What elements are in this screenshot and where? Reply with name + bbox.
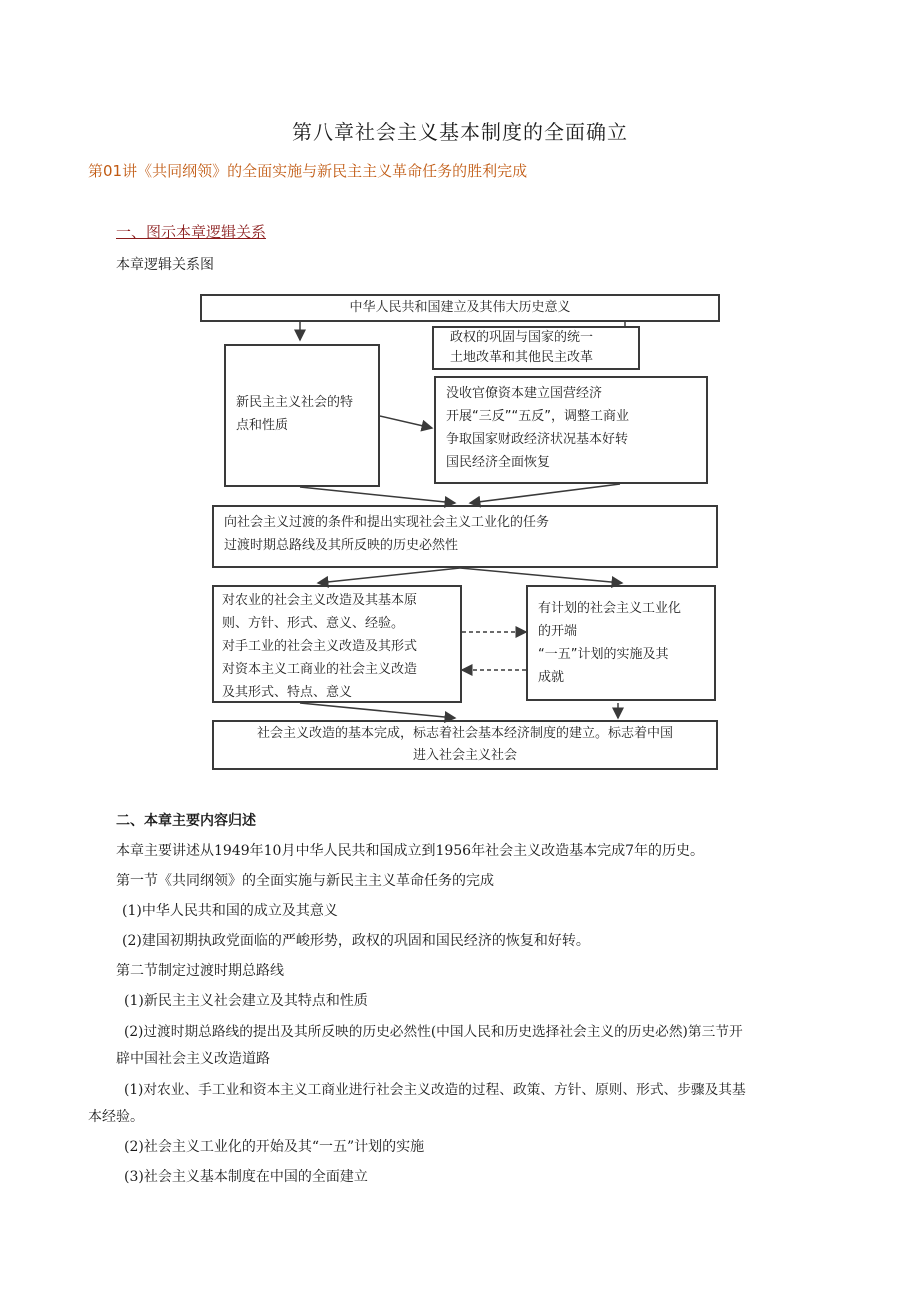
body-line: (2)过渡时期总路线的提出及其所反映的历史必然性(中国人民和历史选择社会主义的历史必然)第三节开 [124, 1024, 743, 1040]
body-line: 辟中国社会主义改造道路 [116, 1051, 270, 1067]
arrow-rightmid-to-transition [470, 484, 620, 503]
body-line: (3)社会主义基本制度在中国的全面建立 [124, 1169, 368, 1185]
body-line: (1)新民主主义社会建立及其特点和性质 [124, 993, 368, 1009]
section-2-heading: 二、本章主要内容归述 [116, 813, 256, 829]
arrow-left-to-transition [300, 487, 455, 503]
lecture-subtitle: 第01讲《共同纲领》的全面实施与新民主主义革命任务的胜利完成 [88, 162, 528, 180]
diagram-box-consolidation: 政权的巩固与国家的统一 土地改革和其他民主改革 [432, 326, 640, 370]
diagram-box-socialist-transformation: 对农业的社会主义改造及其基本原 则、方针、形式、意义、经验。 对手工业的社会主义改造及其形式 对资本主义工商业的社会主义改造 及其形式、特点、意义 [212, 585, 462, 703]
body-line: 第一节《共同纲领》的全面实施与新民主主义革命任务的完成 [116, 873, 494, 889]
body-line: 第二节制定过渡时期总路线 [116, 963, 284, 979]
body-line: (2)建国初期执政党面临的严峻形势，政权的巩固和国民经济的恢复和好转。 [122, 933, 590, 949]
arrow-transition-to-leftbottom [318, 568, 460, 583]
diagram-box-founding: 中华人民共和国建立及其伟大历史意义 [200, 294, 720, 322]
body-line: (2)社会主义工业化的开始及其“一五”计划的实施 [124, 1139, 425, 1155]
diagram-box-industrialization: 有计划的社会主义工业化 的开端 “一五”计划的实施及其 成就 [526, 585, 716, 701]
arrow-transition-to-rightbottom [460, 568, 622, 583]
body-line: 本经验。 [88, 1109, 144, 1125]
diagram-box-socialism-established: 社会主义改造的基本完成，标志着社会基本经济制度的建立。标志着中国 进入社会主义社会 [212, 720, 718, 770]
diagram-box-new-democracy: 新民主主义社会的特 点和性质 [224, 344, 380, 487]
diagram-box-economy-recovery: 没收官僚资本建立国营经济 开展“三反”“五反”，调整工商业 争取国家财政经济状况基本好转 国民经济全面恢复 [434, 376, 708, 484]
arrow-leftbottom-to-final [300, 703, 455, 718]
body-line: (1)中华人民共和国的成立及其意义 [122, 903, 338, 919]
page-title: 第八章社会主义基本制度的全面确立 [292, 120, 628, 144]
body-line: 本章主要讲述从1949年10月中华人民共和国成立到1956年社会主义改造基本完成7年的历史。 [116, 843, 704, 859]
diagram-caption: 本章逻辑关系图 [116, 257, 214, 273]
arrow-left-to-rightmid [380, 416, 432, 428]
diagram-box-transition: 向社会主义过渡的条件和提出实现社会主义工业化的任务 过渡时期总路线及其所反映的历史必然性 [212, 505, 718, 568]
body-line: (1)对农业、手工业和资本主义工商业进行社会主义改造的过程、政策、方针、原则、形式、步骤及其基 [124, 1082, 746, 1098]
section-1-heading: 一、图示本章逻辑关系 [116, 223, 267, 241]
